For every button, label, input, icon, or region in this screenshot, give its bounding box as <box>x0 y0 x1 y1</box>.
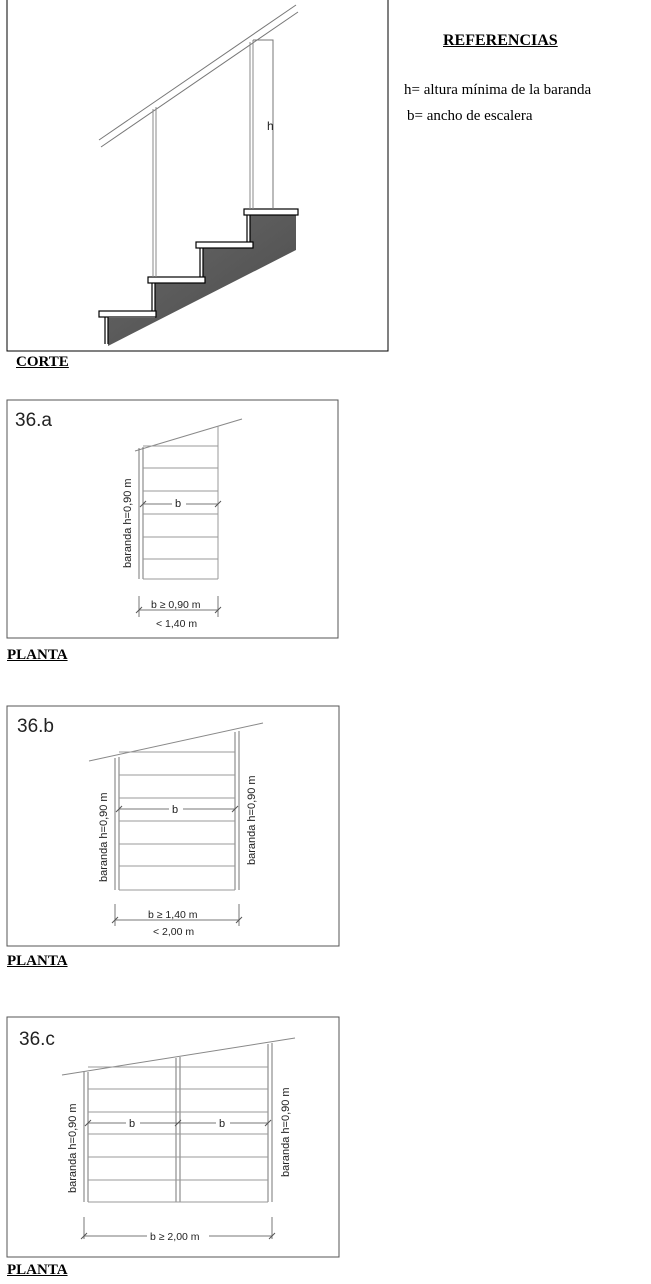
plan-id: 36.c <box>19 1029 55 1050</box>
right-rail-label: baranda h=0,90 m <box>280 1087 292 1177</box>
plan-id: 36.b <box>17 716 54 737</box>
left-rail-label: baranda h=0,90 m <box>122 478 134 568</box>
plan-36c-caption: PLANTA <box>7 1262 68 1278</box>
plan-36b-drawing <box>7 706 341 948</box>
plan-36a-drawing <box>7 400 340 640</box>
plan-id: 36.a <box>15 410 52 431</box>
left-rail-label: baranda h=0,90 m <box>98 792 110 882</box>
tread-2 <box>148 277 205 283</box>
tread-3 <box>196 242 253 248</box>
corte-caption: CORTE <box>16 354 69 370</box>
plan-36b-caption: PLANTA <box>7 953 68 969</box>
reference-b: b= ancho de escalera <box>407 108 533 124</box>
b-label: b <box>175 498 182 510</box>
tread-4 <box>244 209 298 215</box>
h-label: h <box>267 119 274 133</box>
dimension-bottom: < 1,40 m <box>156 618 198 630</box>
plan-36c-drawing <box>7 1017 341 1259</box>
dimension-top: b ≥ 2,00 m <box>150 1231 200 1243</box>
plan-36a-caption: PLANTA <box>7 647 68 663</box>
dimension-top: b ≥ 1,40 m <box>148 909 198 921</box>
tread-1 <box>99 311 156 317</box>
b-label-left: b <box>129 1118 136 1130</box>
b-label: b <box>172 804 179 816</box>
corte-section-drawing <box>0 0 651 360</box>
right-rail-label: baranda h=0,90 m <box>246 775 258 865</box>
references-title: REFERENCIAS <box>443 32 558 49</box>
dimension-bottom: < 2,00 m <box>153 926 195 938</box>
dimension-top: b ≥ 0,90 m <box>151 599 201 611</box>
b-label-right: b <box>219 1118 226 1130</box>
reference-h: h= altura mínima de la baranda <box>404 82 592 98</box>
left-rail-label: baranda h=0,90 m <box>67 1103 79 1193</box>
